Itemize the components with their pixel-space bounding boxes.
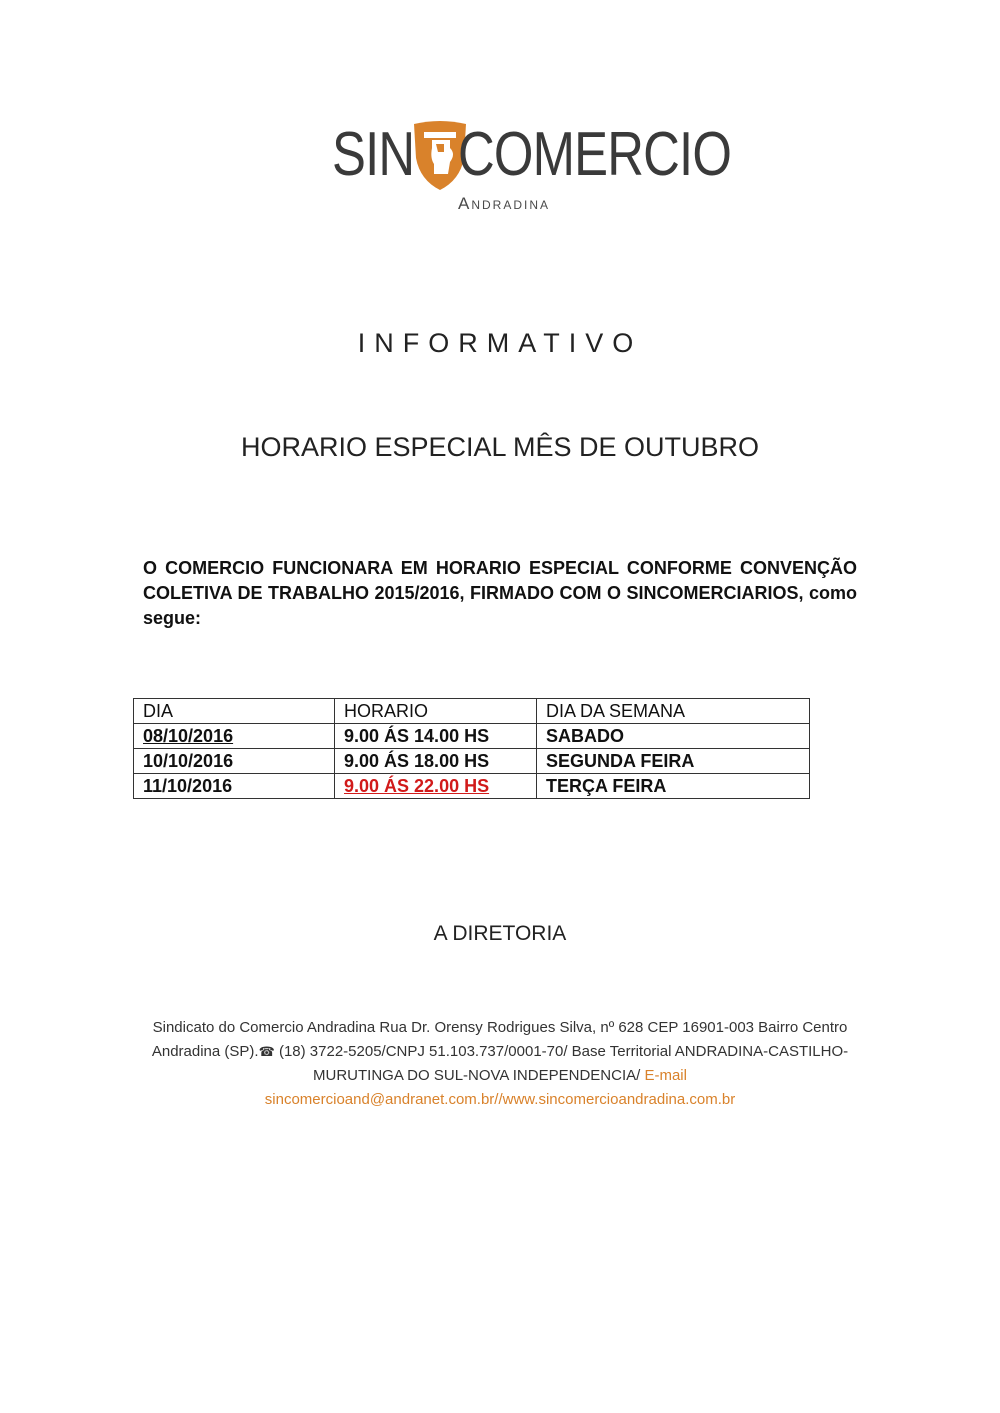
footer-line-2 bbox=[130, 1040, 870, 1064]
table-row bbox=[134, 724, 810, 749]
cell-dia: 10/10/2016 bbox=[134, 749, 335, 774]
logo-subtitle: Andradina bbox=[458, 194, 551, 213]
footer-address bbox=[130, 1016, 870, 1112]
schedule-table bbox=[133, 698, 810, 799]
cell-dia: 08/10/2016 bbox=[134, 724, 335, 749]
page-title: INFORMATIVO bbox=[357, 328, 643, 358]
header-horario: HORARIO bbox=[335, 699, 537, 724]
footer-contacts: (18) 3722-5205/CNPJ 51.103.737/0001-70/ Base Territorial ANDRADINA-CASTILHO- bbox=[274, 1043, 849, 1060]
intro-paragraph: O COMERCIO FUNCIONARA EM HORARIO ESPECIAL CONFORME CONVENÇÃO COLETIVA DE TRABALHO 2015/2016, FIRMADO COM O SINCOMERCIARIOS, como segue: bbox=[143, 558, 857, 628]
footer-city: Andradina (SP). bbox=[151, 1043, 259, 1060]
email-website-link[interactable]: sincomercioand@andranet.com.br//www.sincomercioandradina.com.br bbox=[264, 1091, 736, 1108]
logo-text-right: COMERCIO bbox=[458, 120, 732, 189]
cell-dia-da-semana: SABADO bbox=[537, 724, 810, 749]
page-subtitle: HORARIO ESPECIAL MÊS DE OUTUBRO bbox=[240, 432, 760, 462]
table-row bbox=[134, 749, 810, 774]
cell-horario: 9.00 ÁS 14.00 HS bbox=[335, 724, 537, 749]
footer-line-3 bbox=[130, 1064, 870, 1088]
phone-icon: ☎ bbox=[258, 1044, 275, 1059]
signature: A DIRETORIA bbox=[433, 922, 567, 945]
header-dia: DIA bbox=[134, 699, 335, 724]
cell-dia-da-semana: SEGUNDA FEIRA bbox=[537, 749, 810, 774]
footer-territory: MURUTINGA DO SUL-NOVA INDEPENDENCIA/ bbox=[313, 1067, 645, 1084]
cell-horario-highlighted: 9.00 ÁS 22.00 HS bbox=[335, 774, 537, 799]
sincomercio-logo bbox=[330, 112, 732, 217]
cell-dia: 11/10/2016 bbox=[134, 774, 335, 799]
cell-horario: 9.00 ÁS 18.00 HS bbox=[335, 749, 537, 774]
table-row bbox=[134, 774, 810, 799]
table-header-row bbox=[134, 699, 810, 724]
header-dia-da-semana: DIA DA SEMANA bbox=[537, 699, 810, 724]
cell-dia-da-semana: TERÇA FEIRA bbox=[537, 774, 810, 799]
email-label-link[interactable]: E-mail bbox=[644, 1067, 687, 1084]
footer-line-1: Sindicato do Comercio Andradina Rua Dr. Orensy Rodrigues Silva, nº 628 CEP 16901-003 Bairro Centro bbox=[152, 1019, 848, 1036]
logo-text-left: SIN bbox=[332, 120, 415, 189]
